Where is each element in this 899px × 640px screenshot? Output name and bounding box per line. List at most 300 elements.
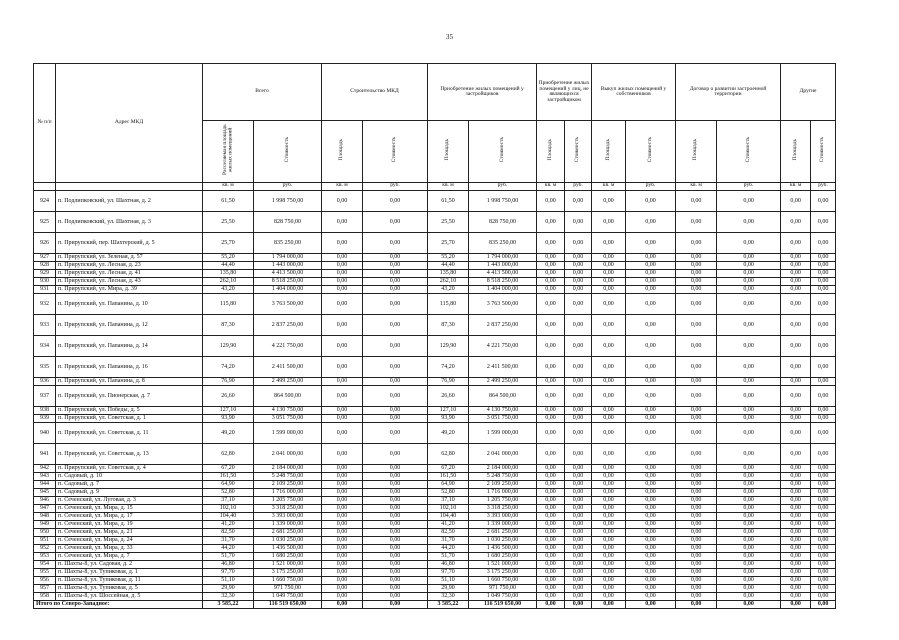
subheader-cost xyxy=(565,121,592,183)
total-area: 104,40 xyxy=(203,512,254,520)
row-address: п. Садовый, д. 10 xyxy=(56,472,203,480)
row-number: 929 xyxy=(34,269,56,277)
construction-cost: 0,00 xyxy=(363,584,428,592)
zero-cell: 0,00 xyxy=(676,406,717,414)
zero-cell: 0,00 xyxy=(592,584,626,592)
row-number: 947 xyxy=(34,504,56,512)
developer-cost: 1 794 000,00 xyxy=(469,253,537,261)
total-cost: 3 175 250,00 xyxy=(254,568,322,576)
zero-cell: 0,00 xyxy=(565,356,592,377)
total-cost: 1 660 750,00 xyxy=(254,576,322,584)
unit-area: кв. м xyxy=(203,182,254,190)
zero-cell: 0,00 xyxy=(565,584,592,592)
grand-zero-cell: 0,00 xyxy=(781,600,811,608)
total-cost: 1 205 750,00 xyxy=(254,496,322,504)
developer-cost: 1 339 000,00 xyxy=(469,520,537,528)
total-area: 93,90 xyxy=(203,414,254,422)
group-header-nondeveloper-purchase: Приобретение жилых помещений у лиц, не являющихся застройщиком xyxy=(537,64,592,121)
construction-area: 0,00 xyxy=(322,385,363,406)
total-cost: 835 250,00 xyxy=(254,232,322,253)
zero-cell: 0,00 xyxy=(537,232,565,253)
construction-cost: 0,00 xyxy=(363,190,428,211)
zero-cell: 0,00 xyxy=(676,536,717,544)
developer-area: 161,50 xyxy=(428,472,469,480)
grand-zero-cell: 0,00 xyxy=(592,600,626,608)
zero-cell: 0,00 xyxy=(626,576,676,584)
zero-cell: 0,00 xyxy=(676,488,717,496)
total-area: 29,90 xyxy=(203,584,254,592)
table-row xyxy=(34,232,836,253)
zero-cell: 0,00 xyxy=(781,232,811,253)
zero-cell: 0,00 xyxy=(626,584,676,592)
zero-cell: 0,00 xyxy=(811,480,836,488)
developer-area: 104,40 xyxy=(428,512,469,520)
developer-cost: 828 750,00 xyxy=(469,211,537,232)
table-row xyxy=(34,496,836,504)
construction-cost: 0,00 xyxy=(363,504,428,512)
total-cost: 1 443 000,00 xyxy=(254,261,322,269)
zero-cell: 0,00 xyxy=(626,528,676,536)
zero-cell: 0,00 xyxy=(676,464,717,472)
zero-cell: 0,00 xyxy=(537,488,565,496)
grand-developer-cost: 116 519 650,00 xyxy=(469,600,537,608)
group-header-territory-contract: Договор о развитии застроенной территории xyxy=(676,64,781,121)
zero-cell: 0,00 xyxy=(717,528,781,536)
zero-cell: 0,00 xyxy=(537,512,565,520)
zero-cell: 0,00 xyxy=(537,414,565,422)
zero-cell: 0,00 xyxy=(781,261,811,269)
construction-cost: 0,00 xyxy=(363,277,428,285)
zero-cell: 0,00 xyxy=(592,414,626,422)
construction-area: 0,00 xyxy=(322,377,363,385)
row-address: п. Прирупский, ул. Победы, д. 5 xyxy=(56,406,203,414)
zero-cell: 0,00 xyxy=(537,190,565,211)
zero-cell: 0,00 xyxy=(811,520,836,528)
zero-cell: 0,00 xyxy=(565,285,592,293)
row-address: п. Прирупский, ул. Советская, д. 13 xyxy=(56,443,203,464)
developer-area: 61,50 xyxy=(428,190,469,211)
developer-cost: 1 436 500,00 xyxy=(469,544,537,552)
table-row xyxy=(34,520,836,528)
zero-cell: 0,00 xyxy=(626,504,676,512)
developer-cost: 1 660 750,00 xyxy=(469,576,537,584)
subheader-area xyxy=(428,121,469,183)
table-row xyxy=(34,528,836,536)
subheader-label: Стоимость xyxy=(744,137,751,163)
developer-area: 51,70 xyxy=(428,552,469,560)
row-number: 930 xyxy=(34,277,56,285)
row-number: 943 xyxy=(34,472,56,480)
total-area: 49,20 xyxy=(203,422,254,443)
table-row xyxy=(34,488,836,496)
row-address: п. Прирупский, ул. Зеленая, д. 57 xyxy=(56,253,203,261)
construction-cost: 0,00 xyxy=(363,211,428,232)
row-number: 945 xyxy=(34,488,56,496)
developer-cost: 2 837 250,00 xyxy=(469,314,537,335)
total-cost: 3 393 000,00 xyxy=(254,512,322,520)
zero-cell: 0,00 xyxy=(811,253,836,261)
zero-cell: 0,00 xyxy=(592,520,626,528)
zero-cell: 0,00 xyxy=(592,592,626,600)
zero-cell: 0,00 xyxy=(811,552,836,560)
zero-cell: 0,00 xyxy=(565,293,592,314)
subheader-area xyxy=(676,121,717,183)
row-address: п. Прирупский, ул. Папанина, д. 14 xyxy=(56,335,203,356)
zero-cell: 0,00 xyxy=(626,293,676,314)
construction-cost: 0,00 xyxy=(363,496,428,504)
zero-cell: 0,00 xyxy=(717,414,781,422)
total-cost: 1 436 500,00 xyxy=(254,544,322,552)
zero-cell: 0,00 xyxy=(811,496,836,504)
total-area: 44,40 xyxy=(203,261,254,269)
developer-cost: 1 998 750,00 xyxy=(469,190,537,211)
total-area: 52,80 xyxy=(203,488,254,496)
table-row xyxy=(34,443,836,464)
table-row xyxy=(34,576,836,584)
zero-cell: 0,00 xyxy=(565,496,592,504)
zero-cell: 0,00 xyxy=(537,536,565,544)
zero-cell: 0,00 xyxy=(781,414,811,422)
construction-area: 0,00 xyxy=(322,552,363,560)
unit-cost: руб. xyxy=(626,182,676,190)
total-area: 61,50 xyxy=(203,190,254,211)
zero-cell: 0,00 xyxy=(676,592,717,600)
row-address: п. Сеченский, ул. Мира, д. 33 xyxy=(56,544,203,552)
zero-cell: 0,00 xyxy=(717,314,781,335)
zero-cell: 0,00 xyxy=(592,253,626,261)
zero-cell: 0,00 xyxy=(565,544,592,552)
row-number: 935 xyxy=(34,356,56,377)
zero-cell: 0,00 xyxy=(537,314,565,335)
zero-cell: 0,00 xyxy=(717,232,781,253)
zero-cell: 0,00 xyxy=(537,472,565,480)
table-row xyxy=(34,422,836,443)
developer-cost: 2 184 000,00 xyxy=(469,464,537,472)
zero-cell: 0,00 xyxy=(676,576,717,584)
total-cost: 1 030 250,00 xyxy=(254,536,322,544)
zero-cell: 0,00 xyxy=(811,414,836,422)
zero-cell: 0,00 xyxy=(592,422,626,443)
construction-area: 0,00 xyxy=(322,544,363,552)
zero-cell: 0,00 xyxy=(811,314,836,335)
construction-cost: 0,00 xyxy=(363,512,428,520)
zero-cell: 0,00 xyxy=(781,406,811,414)
unit-area: кв. м xyxy=(592,182,626,190)
table-row xyxy=(34,314,836,335)
total-cost: 1 049 750,00 xyxy=(254,592,322,600)
construction-cost: 0,00 xyxy=(363,592,428,600)
zero-cell: 0,00 xyxy=(565,528,592,536)
construction-cost: 0,00 xyxy=(363,335,428,356)
total-cost: 3 318 250,00 xyxy=(254,504,322,512)
row-number: 950 xyxy=(34,528,56,536)
row-number: 948 xyxy=(34,512,56,520)
zero-cell: 0,00 xyxy=(717,190,781,211)
construction-area: 0,00 xyxy=(322,504,363,512)
total-cost: 1 339 000,00 xyxy=(254,520,322,528)
grand-zero-cell: 0,00 xyxy=(537,600,565,608)
developer-area: 51,10 xyxy=(428,576,469,584)
zero-cell: 0,00 xyxy=(537,356,565,377)
construction-area: 0,00 xyxy=(322,576,363,584)
zero-cell: 0,00 xyxy=(676,528,717,536)
zero-cell: 0,00 xyxy=(626,480,676,488)
zero-cell: 0,00 xyxy=(537,443,565,464)
total-cost: 1 998 750,00 xyxy=(254,190,322,211)
zero-cell: 0,00 xyxy=(811,232,836,253)
zero-cell: 0,00 xyxy=(781,472,811,480)
zero-cell: 0,00 xyxy=(626,356,676,377)
zero-cell: 0,00 xyxy=(676,190,717,211)
total-area: 43,20 xyxy=(203,285,254,293)
row-number: 932 xyxy=(34,293,56,314)
zero-cell: 0,00 xyxy=(717,285,781,293)
zero-cell: 0,00 xyxy=(537,544,565,552)
zero-cell: 0,00 xyxy=(565,277,592,285)
zero-cell: 0,00 xyxy=(565,536,592,544)
subheader-cost xyxy=(811,121,836,183)
zero-cell: 0,00 xyxy=(626,464,676,472)
developer-cost: 2 109 250,00 xyxy=(469,480,537,488)
total-area: 74,20 xyxy=(203,356,254,377)
total-cost: 828 750,00 xyxy=(254,211,322,232)
table-row xyxy=(34,504,836,512)
table-row xyxy=(34,190,836,211)
table-row xyxy=(34,464,836,472)
group-header-construction: Строительство МКД xyxy=(322,64,428,121)
construction-area: 0,00 xyxy=(322,261,363,269)
zero-cell: 0,00 xyxy=(717,496,781,504)
zero-cell: 0,00 xyxy=(626,520,676,528)
subheader-label: Стоимость xyxy=(574,137,581,163)
zero-cell: 0,00 xyxy=(565,576,592,584)
construction-cost: 0,00 xyxy=(363,293,428,314)
zero-cell: 0,00 xyxy=(781,480,811,488)
zero-cell: 0,00 xyxy=(565,480,592,488)
zero-cell: 0,00 xyxy=(676,232,717,253)
zero-cell: 0,00 xyxy=(717,544,781,552)
zero-cell: 0,00 xyxy=(781,544,811,552)
zero-cell: 0,00 xyxy=(592,293,626,314)
total-area: 102,10 xyxy=(203,504,254,512)
construction-area: 0,00 xyxy=(322,269,363,277)
zero-cell: 0,00 xyxy=(781,356,811,377)
developer-cost: 2 681 250,00 xyxy=(469,528,537,536)
total-area: 25,70 xyxy=(203,232,254,253)
construction-cost: 0,00 xyxy=(363,253,428,261)
group-header-other: Другие xyxy=(781,64,836,121)
zero-cell: 0,00 xyxy=(592,377,626,385)
subheader-label: Площадь xyxy=(791,139,798,161)
construction-area: 0,00 xyxy=(322,584,363,592)
developer-cost: 971 750,00 xyxy=(469,584,537,592)
developer-area: 129,90 xyxy=(428,335,469,356)
developer-area: 37,10 xyxy=(428,496,469,504)
construction-cost: 0,00 xyxy=(363,232,428,253)
zero-cell: 0,00 xyxy=(592,356,626,377)
row-address: п. Сеченский, ул. Мира, д. 17 xyxy=(56,512,203,520)
developer-area: 25,50 xyxy=(428,211,469,232)
row-number: 951 xyxy=(34,536,56,544)
unit-cost: руб. xyxy=(469,182,537,190)
zero-cell: 0,00 xyxy=(717,261,781,269)
zero-cell: 0,00 xyxy=(565,464,592,472)
zero-cell: 0,00 xyxy=(537,464,565,472)
zero-cell: 0,00 xyxy=(626,544,676,552)
construction-cost: 0,00 xyxy=(363,414,428,422)
zero-cell: 0,00 xyxy=(592,480,626,488)
row-address: п. Шахты-8, ул. Тупиковая, д. 11 xyxy=(56,576,203,584)
row-number: 939 xyxy=(34,414,56,422)
unit-area: кв. м xyxy=(537,182,565,190)
zero-cell: 0,00 xyxy=(626,488,676,496)
developer-cost: 1 443 000,00 xyxy=(469,261,537,269)
zero-cell: 0,00 xyxy=(592,232,626,253)
total-area: 87,30 xyxy=(203,314,254,335)
grand-zero-cell: 0,00 xyxy=(811,600,836,608)
construction-area: 0,00 xyxy=(322,232,363,253)
total-area: 55,20 xyxy=(203,253,254,261)
construction-area: 0,00 xyxy=(322,528,363,536)
zero-cell: 0,00 xyxy=(811,488,836,496)
zero-cell: 0,00 xyxy=(676,480,717,488)
row-number: 957 xyxy=(34,584,56,592)
developer-cost: 1 716 000,00 xyxy=(469,488,537,496)
row-number: 928 xyxy=(34,261,56,269)
construction-cost: 0,00 xyxy=(363,488,428,496)
zero-cell: 0,00 xyxy=(537,592,565,600)
zero-cell: 0,00 xyxy=(592,472,626,480)
zero-cell: 0,00 xyxy=(717,592,781,600)
developer-cost: 1 205 750,00 xyxy=(469,496,537,504)
total-area: 97,70 xyxy=(203,568,254,576)
zero-cell: 0,00 xyxy=(781,560,811,568)
zero-cell: 0,00 xyxy=(781,277,811,285)
subheader-label: Стоимость xyxy=(819,137,826,163)
total-cost: 3 763 500,00 xyxy=(254,293,322,314)
zero-cell: 0,00 xyxy=(565,414,592,422)
zero-cell: 0,00 xyxy=(565,592,592,600)
subheader-cost xyxy=(469,121,537,183)
total-cost: 1 404 000,00 xyxy=(254,285,322,293)
construction-cost: 0,00 xyxy=(363,560,428,568)
row-address: п. Подлипковский, ул. Шахтная, д. 3 xyxy=(56,211,203,232)
zero-cell: 0,00 xyxy=(537,422,565,443)
row-number: 937 xyxy=(34,385,56,406)
row-address: п. Прирупский, ул. Папанина, д. 16 xyxy=(56,356,203,377)
developer-area: 43,20 xyxy=(428,285,469,293)
zero-cell: 0,00 xyxy=(676,293,717,314)
units-empty xyxy=(34,182,56,190)
row-address: п. Прирупский, ул. Папанина, д. 8 xyxy=(56,377,203,385)
zero-cell: 0,00 xyxy=(537,261,565,269)
total-cost: 8 518 250,00 xyxy=(254,277,322,285)
construction-area: 0,00 xyxy=(322,422,363,443)
row-number: 941 xyxy=(34,443,56,464)
zero-cell: 0,00 xyxy=(811,385,836,406)
zero-cell: 0,00 xyxy=(676,584,717,592)
developer-cost: 2 411 500,00 xyxy=(469,356,537,377)
table-row xyxy=(34,261,836,269)
total-cost: 2 499 250,00 xyxy=(254,377,322,385)
developer-cost: 2 041 000,00 xyxy=(469,443,537,464)
developer-area: 41,20 xyxy=(428,520,469,528)
construction-area: 0,00 xyxy=(322,190,363,211)
subheader-label: Стоимость xyxy=(391,137,398,163)
developer-cost: 3 763 500,00 xyxy=(469,293,537,314)
zero-cell: 0,00 xyxy=(626,232,676,253)
construction-cost: 0,00 xyxy=(363,422,428,443)
table-row xyxy=(34,512,836,520)
developer-cost: 4 413 500,00 xyxy=(469,269,537,277)
zero-cell: 0,00 xyxy=(717,504,781,512)
zero-cell: 0,00 xyxy=(811,568,836,576)
developer-area: 32,30 xyxy=(428,592,469,600)
zero-cell: 0,00 xyxy=(811,277,836,285)
zero-cell: 0,00 xyxy=(537,211,565,232)
construction-area: 0,00 xyxy=(322,314,363,335)
zero-cell: 0,00 xyxy=(565,472,592,480)
table-row xyxy=(34,560,836,568)
zero-cell: 0,00 xyxy=(811,335,836,356)
total-cost: 2 109 250,00 xyxy=(254,480,322,488)
zero-cell: 0,00 xyxy=(676,314,717,335)
total-cost: 2 411 500,00 xyxy=(254,356,322,377)
zero-cell: 0,00 xyxy=(592,528,626,536)
construction-area: 0,00 xyxy=(322,285,363,293)
total-cost: 3 051 750,00 xyxy=(254,414,322,422)
zero-cell: 0,00 xyxy=(592,406,626,414)
construction-area: 0,00 xyxy=(322,560,363,568)
zero-cell: 0,00 xyxy=(811,269,836,277)
zero-cell: 0,00 xyxy=(811,211,836,232)
subheader-cost xyxy=(363,121,428,183)
zero-cell: 0,00 xyxy=(537,253,565,261)
zero-cell: 0,00 xyxy=(626,335,676,356)
grand-construction-cost: 0,00 xyxy=(363,600,428,608)
row-number: 933 xyxy=(34,314,56,335)
zero-cell: 0,00 xyxy=(676,552,717,560)
zero-cell: 0,00 xyxy=(717,560,781,568)
developer-cost: 1 049 750,00 xyxy=(469,592,537,600)
row-address: п. Прирупский, ул. Мира, д. 39 xyxy=(56,285,203,293)
developer-cost: 1 521 000,00 xyxy=(469,560,537,568)
zero-cell: 0,00 xyxy=(717,584,781,592)
row-address: п. Прирупский, ул. Лесная, д. 23 xyxy=(56,261,203,269)
total-area: 31,70 xyxy=(203,536,254,544)
zero-cell: 0,00 xyxy=(717,464,781,472)
zero-cell: 0,00 xyxy=(565,314,592,335)
zero-cell: 0,00 xyxy=(626,190,676,211)
zero-cell: 0,00 xyxy=(565,269,592,277)
row-address: п. Прирупский, ул. Лесная, д. 41 xyxy=(56,269,203,277)
row-address: п. Шахты-8, ул. Тупиковая, д. 1 xyxy=(56,568,203,576)
total-area: 129,90 xyxy=(203,335,254,356)
row-number: 924 xyxy=(34,190,56,211)
zero-cell: 0,00 xyxy=(781,568,811,576)
row-number: 940 xyxy=(34,422,56,443)
zero-cell: 0,00 xyxy=(811,584,836,592)
zero-cell: 0,00 xyxy=(565,422,592,443)
zero-cell: 0,00 xyxy=(781,576,811,584)
row-address: п. Прирупский, ул. Лесная, д. 43 xyxy=(56,277,203,285)
zero-cell: 0,00 xyxy=(781,314,811,335)
total-cost: 1 521 000,00 xyxy=(254,560,322,568)
zero-cell: 0,00 xyxy=(811,504,836,512)
construction-cost: 0,00 xyxy=(363,480,428,488)
row-number: 956 xyxy=(34,576,56,584)
zero-cell: 0,00 xyxy=(676,520,717,528)
